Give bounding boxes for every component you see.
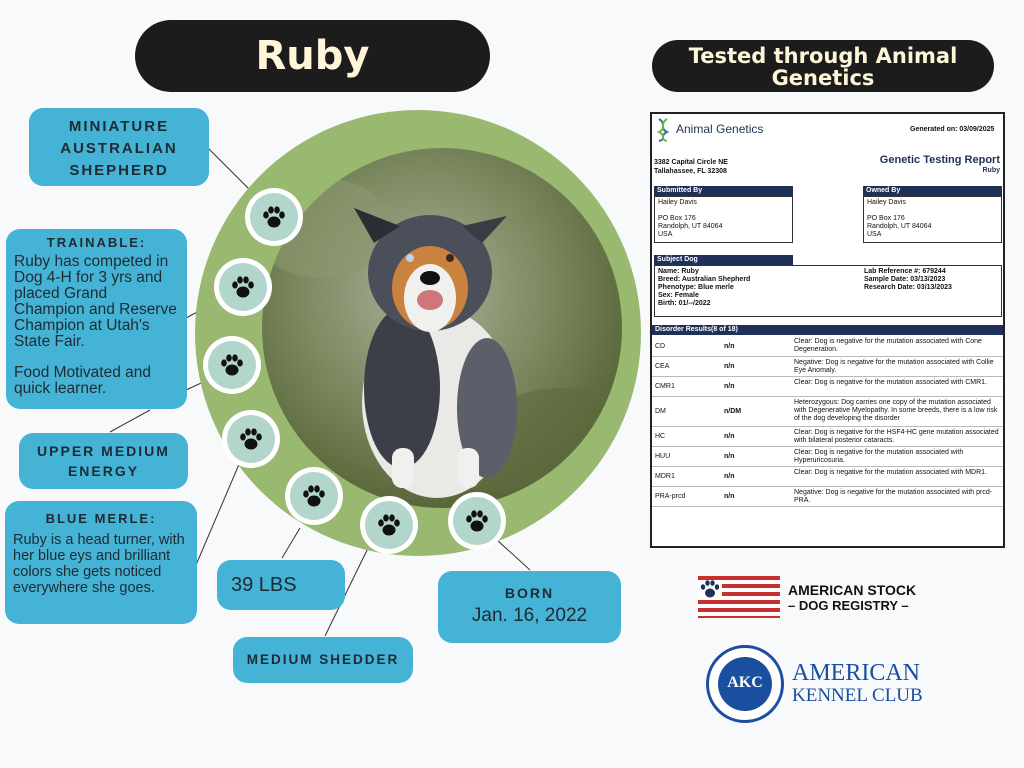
subject-research-date: Research Date: 03/13/2023 <box>864 284 952 291</box>
paw-icon-born <box>448 492 506 550</box>
disorder-row <box>652 447 1003 467</box>
submitted-by-box <box>654 196 793 243</box>
trainable-title: TRAINABLE: <box>46 235 147 250</box>
owned-by-box <box>863 196 1002 243</box>
owned-name: Hailey Davis <box>867 199 906 206</box>
submitted-line1: PO Box 176 <box>658 215 696 222</box>
disorder-result: n/n <box>724 343 735 350</box>
disorder-row <box>652 377 1003 397</box>
disorder-desc: Clear: Dog is negative for the mutation associated with Cone Degeneration. <box>794 338 982 353</box>
paw-icon-food <box>203 336 261 394</box>
merle-box <box>5 501 197 624</box>
owned-line3: USA <box>867 231 882 238</box>
paw-icon-breed <box>245 188 303 246</box>
submitted-line3: USA <box>658 231 673 238</box>
subject-lab-ref: Lab Reference #: 679244 <box>864 268 946 275</box>
disorder-desc: Clear: Dog is negative for the HSF4-HC gene mutation associated with bilateral posterior cataracts. <box>794 429 999 444</box>
disorder-row <box>652 487 1003 507</box>
disorder-result: n/n <box>724 493 735 500</box>
owned-line1: PO Box 176 <box>867 215 905 222</box>
submitted-line2: Randolph, UT 84064 <box>658 223 723 230</box>
disorder-result: n/n <box>724 363 735 370</box>
disorder-row <box>652 397 1003 427</box>
paw-icon-trainable <box>214 258 272 316</box>
disorder-result: n/n <box>724 383 735 390</box>
disorder-code: HC <box>655 433 666 440</box>
disorder-desc: Negative: Dog is negative for the mutation associated with Collie Eye Anomaly. <box>794 359 994 374</box>
disorder-row <box>652 467 1003 487</box>
merle-text: Ruby is a head turner, with her blue eys and brilliant colors she gets noticed everywhere she goes. <box>13 532 185 596</box>
disorder-code: CEA <box>655 363 670 370</box>
report-title: Genetic Testing Report <box>879 154 1000 166</box>
energy-label: UPPER MEDIUM ENERGY <box>37 443 170 479</box>
trainable-text-2: Food Motivated and quick learner. <box>14 364 152 397</box>
energy-box <box>19 433 188 489</box>
disorder-results-header: Disorder Results(8 of 18) <box>652 325 1003 335</box>
disorder-row <box>652 357 1003 377</box>
disorder-code: DM <box>655 408 666 415</box>
disorder-code: MDR1 <box>655 473 675 480</box>
submitted-name: Hailey Davis <box>658 199 697 206</box>
born-title: BORN <box>504 585 555 601</box>
owned-line2: Randolph, UT 84064 <box>867 223 932 230</box>
paw-icon-weight <box>360 496 418 554</box>
subject-phenotype: Phenotype: Blue merle <box>658 284 734 291</box>
disorder-desc: Clear: Dog is negative for the mutation associated with CMR1. <box>794 379 987 386</box>
trainable-text: Ruby has competed in Dog 4-H for 3 yrs and placed Grand Champion and Reserve Champion at Utah's State Fair. <box>14 253 177 350</box>
subject-name: Name: Ruby <box>658 268 699 275</box>
disorder-code: HUU <box>655 453 671 460</box>
subject-dog-box <box>654 265 1002 317</box>
flag-icon <box>698 576 780 618</box>
subject-birth: Birth: 01/--/2022 <box>658 300 711 307</box>
asdr-line-2: – DOG REGISTRY – <box>788 598 909 613</box>
disorder-row <box>652 336 1003 357</box>
disorder-desc: Clear: Dog is negative for the mutation associated with Hyperuricosuria. <box>794 449 964 464</box>
merle-title: BLUE MERLE: <box>45 511 157 526</box>
disorder-code: CD <box>655 343 666 350</box>
trainable-box <box>6 229 187 409</box>
shedder-label: MEDIUM SHEDDER <box>246 652 400 667</box>
disorder-desc: Clear: Dog is negative for the mutation associated with MDR1. <box>794 469 987 476</box>
akc-seal-text: AKC <box>727 674 763 691</box>
subject-sex: Sex: Female <box>658 292 699 299</box>
title-banner: Ruby <box>135 20 490 92</box>
genetic-report <box>650 112 1005 548</box>
disorder-result: n/n <box>724 433 735 440</box>
report-dog-name: Ruby <box>982 167 1000 174</box>
disorder-desc: Heterozygous: Dog carries one copy of the mutation associated with Degenerative Myelopathy. In some breeds, there is a low risk of the dog developing the disorder <box>794 399 998 422</box>
dog-photo <box>262 148 622 508</box>
breed-box <box>29 108 209 186</box>
disorder-result: n/n <box>724 473 735 480</box>
weight-label: 39 LBS <box>231 574 297 596</box>
paw-icon-merle <box>285 467 343 525</box>
akc-line-1: AMERICAN <box>792 660 921 686</box>
disorder-code: PRA-prcd <box>655 493 686 500</box>
owned-by-header: Owned By <box>863 186 1002 196</box>
report-address-1: 3382 Capital Circle NE <box>654 159 728 166</box>
subject-sample-date: Sample Date: 03/13/2023 <box>864 276 946 283</box>
paw-icon-energy <box>222 410 280 468</box>
subject-dog-header: Subject Dog <box>654 255 793 265</box>
asdr-line-1: AMERICAN STOCK <box>788 582 917 598</box>
disorder-result: n/n <box>724 453 735 460</box>
report-company: Animal Genetics <box>676 122 764 136</box>
tested-banner: Tested through Animal Genetics <box>652 40 994 92</box>
disorder-result: n/DM <box>724 408 742 415</box>
born-box <box>438 571 621 643</box>
report-generated: Generated on: 03/09/2025 <box>910 126 995 133</box>
subject-breed: Breed: Australian Shepherd <box>658 276 751 283</box>
submitted-by-header: Submitted By <box>654 186 793 196</box>
born-date: Jan. 16, 2022 <box>471 605 588 626</box>
akc-line-2: KENNEL CLUB <box>792 685 923 706</box>
disorder-desc: Negative: Dog is negative for the mutation associated with prcd-PRA. <box>794 489 993 504</box>
breed-label: MINIATURE AUSTRALIAN SHEPHERD <box>60 118 178 179</box>
disorder-code: CMR1 <box>655 383 675 390</box>
asdr-logo <box>698 576 780 618</box>
disorder-row <box>652 427 1003 447</box>
shedder-box <box>233 637 413 683</box>
dna-logo-icon <box>656 118 670 142</box>
report-address-2: Tallahassee, FL 32308 <box>654 168 727 175</box>
weight-box <box>217 560 345 610</box>
dog-illustration <box>262 148 622 508</box>
akc-seal-icon <box>706 645 784 723</box>
